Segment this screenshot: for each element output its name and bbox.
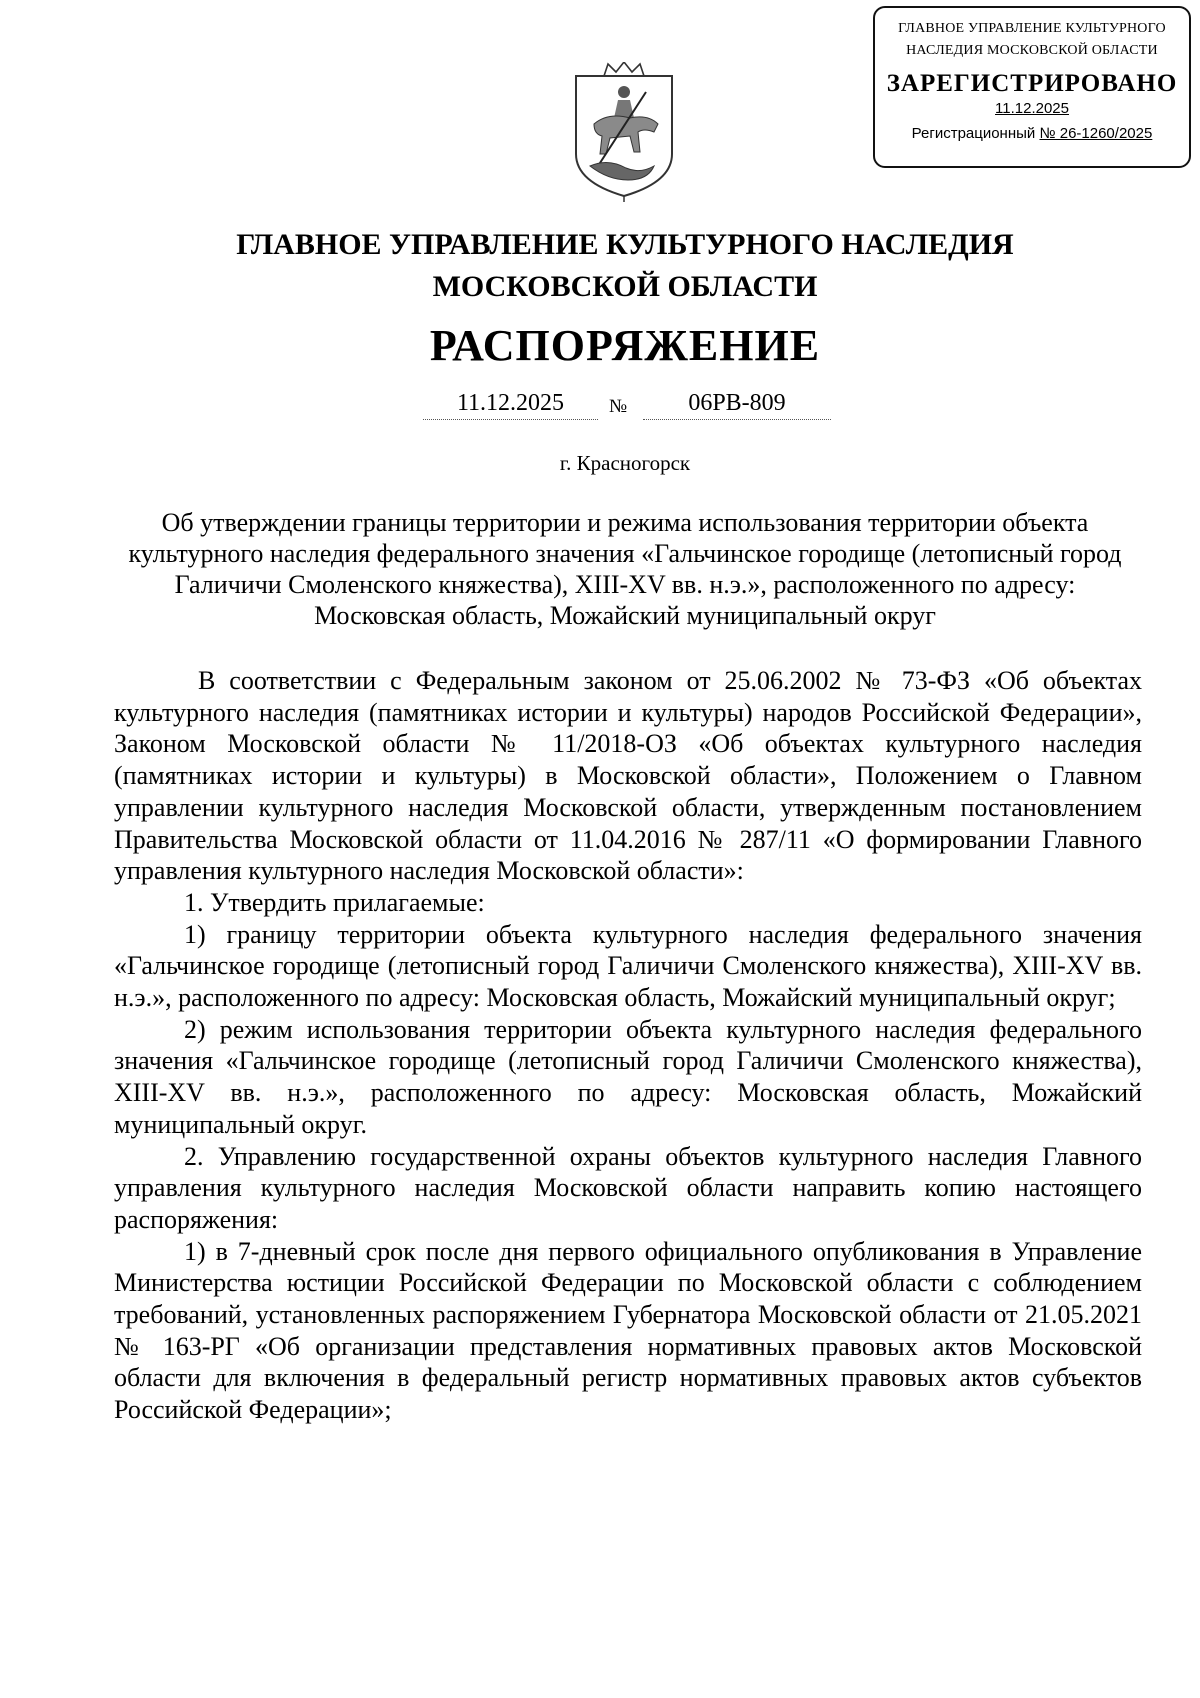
body-item-1: 1. Утвердить прилагаемые: (184, 887, 485, 917)
document-type: РАСПОРЯЖЕНИЕ (429, 321, 821, 370)
document-date-number (423, 390, 833, 430)
stamp-reg-label: Регистрационный (911, 125, 1036, 142)
registration-stamp (873, 6, 1191, 168)
body-item-1-1: 1) границу территории объекта культурного наследия федерального значения «Гальчинское городище (летописный город Галичичи Смоленского княжества), XIII-XV вв. н.э.», расположенного по адресу: Московская область, Можайский муниципальный округ; (114, 919, 1142, 1013)
document-date: 11.12.2025 (423, 390, 598, 420)
body-item-1-2: 2) режим использования территории объекта культурного наследия федерального значения «Гальчинское городище (летописный город Галичичи Смоленского княжества), XIII-XV вв. н.э.», расположенного по адресу: Московская область, Можайский муниципальный округ. (114, 1014, 1142, 1139)
document-subject: Об утверждении границы территории и режима использования территории объекта культурного наследия федерального значения «Гальчинское городище (летописный город Галичичи Смоленского княжества), XIII-XV вв. н.э.», расположенного по адресу: Московская область, Можайский муниципальный округ (128, 508, 1122, 630)
moscow-oblast-coat-of-arms-icon (568, 62, 680, 202)
org-title (0, 224, 1200, 308)
document-body (114, 665, 1142, 1426)
stamp-status: ЗАРЕГИСТРИРОВАНО (886, 70, 1178, 97)
org-title-line-1: ГЛАВНОЕ УПРАВЛЕНИЕ КУЛЬТУРНОГО НАСЛЕДИЯ (236, 228, 1014, 261)
stamp-org-line-2: НАСЛЕДИЯ МОСКОВСКОЙ ОБЛАСТИ (906, 43, 1158, 58)
stamp-reg-value: № 26-1260/2025 (1039, 125, 1153, 142)
document-number: 06РВ-809 (643, 390, 831, 420)
body-item-2: 2. Управлению государственной охраны объектов культурного наследия Главного управления культурного наследия Московской области направить копию настоящего распоряжения: (114, 1141, 1142, 1234)
stamp-org-line-1: ГЛАВНОЕ УПРАВЛЕНИЕ КУЛЬТУРНОГО (898, 21, 1166, 36)
body-item-2-1: 1) в 7-дневный срок после дня первого официального опубликования в Управление Министерства юстиции Российской Федерации по Московской области с соблюдением требований, установленных распоряжением Губернатора Московской области от 21.05.2021 № 163-РГ «Об организации представления нормативных правовых актов Московской области для включения в федеральный регистр нормативных правовых актов субъектов Российской Федерации»; (114, 1236, 1142, 1425)
org-title-line-2: МОСКОВСКОЙ ОБЛАСТИ (432, 270, 818, 303)
document-city: г. Красногорск (559, 451, 691, 475)
stamp-reg-number (875, 125, 1189, 142)
stamp-date: 11.12.2025 (995, 100, 1069, 117)
number-sign: № (609, 396, 628, 417)
body-intro-paragraph: В соответствии с Федеральным законом от 25.06.2002 № 73-ФЗ «Об объектах культурного наследия (памятниках истории и культуры) народов Российской Федерации», Законом Московской области № 11/2018-ОЗ «Об объектах культурного наследия (памятниках истории и культуры) в Московской области», Положением о Главном управлении культурного наследия Московской области, утвержденным постановлением Правительства Московской области от 11.04.2016 № 287/11 «О формировании Главного управления культурного наследия Московской области»: (114, 666, 1142, 886)
